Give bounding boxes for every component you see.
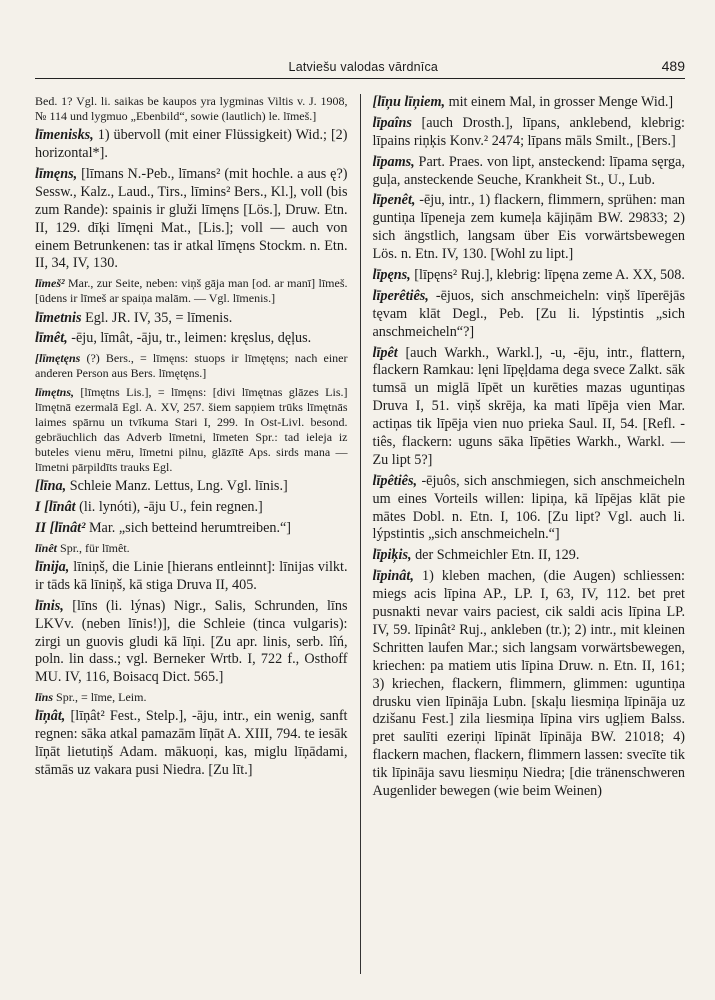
entry-headword: līmęns, xyxy=(35,166,78,182)
entry-definition: -ēju, līmât, -āju, tr., leimen: kręslus, dęļus. xyxy=(67,330,312,347)
entry-headword: līpams, xyxy=(372,153,415,170)
dictionary-entry xyxy=(35,276,348,306)
dictionary-entry xyxy=(35,94,348,124)
entry-definition: [līņât² Fest., Stelp.], -āju, intr., ein wenig, sanft regnen: sāka atkal pamazām līņāt A. XIII, 794. te iesāk līņāt lietutiņš Adam. mākuoņi, kas, miglu līņādami, stāmās uz vakara pusi Niedra. [Zu līt.] xyxy=(35,708,348,779)
dictionary-entry xyxy=(373,288,686,342)
entry-headword: [līņu līņiem, xyxy=(372,94,446,110)
page-number: 489 xyxy=(661,58,685,74)
entry-headword: līns xyxy=(35,690,54,705)
entry-definition: (?) Bers., = līmęns: stuops ir līmętęns; nach einer anderen Person aus Bers. līmętęns.] xyxy=(35,351,348,381)
entry-headword: līmętns, xyxy=(35,384,75,399)
entry-definition: [auch Warkh., Warkl.], -u, -ēju, intr., flattern, flackern Ramkau: lęni līpęļdama dega svece Zalkt. sāk tumsā un miglā līpēt un kurēties mazas uguntiņas Druva I, 51. viņš skrēja, ka mati līpēja vien Mar. actiņas tik līpēja vien nuo prieka Saul. II, 54. [Refl. -tiês, flackern: uguns sāka līpēties Warkh., Warkl. — Zu lipt 5?] xyxy=(372,344,685,468)
dictionary-entry xyxy=(35,559,348,595)
entry-definition: Mar., zur Seite, neben: viņš gāja man [od. ar manī] līmeš. [ūdens ir līmeš ar spaiņa malām. — Vgl. līmenis.] xyxy=(35,276,348,306)
dictionary-entry xyxy=(373,568,686,801)
entry-definition: -ējuos, sich anschmeicheln: viņš līperējās tęvam klāt Degl., Peb. [Zu li. lýpstintis „sich anschmeicheln“?] xyxy=(372,287,685,340)
dictionary-entry xyxy=(35,708,348,780)
entry-definition: Spr., für līmêt. xyxy=(57,540,130,555)
entry-definition: līniņš, die Linie [hierans entleinnt]: līnijas vilkt. ir tāds kā līniņš, kā stiga Druva II, 405. xyxy=(35,559,348,593)
entry-definition: [līns (li. lýnas) Nigr., Salis, Schrunden, līns LKVv. (neben līnis!)], die Schleie (tinca vulgaris): zirgi un guovis gludi kā līņi. [Zu apr. linis, serb. lîń, poln. lin dass.; vgl. Berneker Wrtb. I, 722 f., Osthoff MU. IV, 116, Boisacq Dict. 565.] xyxy=(35,597,348,686)
dictionary-entry xyxy=(35,330,348,348)
dictionary-entry xyxy=(35,520,348,538)
entry-definition: [līmętns Lis.], = līmęns: [divi līmętnas glāzes Lis.] līmętnā ezermalā Egl. A. XV, 257. šiem sapņiem trūks līmętnās laimes spārnu un tvīkuma Stari I, 299. In Ost-Livl. besond. gebräuchlich das Adverb līmetni, līmeten Spr.: tad ieleja iz buteles vienu mēru, līmetni pilnu, glāzītē Aps. sirds mana — līmetni pārpildīts trauks Egl. xyxy=(35,384,348,475)
entry-definition: 1) kleben machen, (die Augen) schliessen: miegs acis līpina AP., LP. I, 63, IV, 112. bet pret pusnakti nevar vairs paciest, cik saldi acis līpina LP. IV, 59. līpinât² Ruj., ankleben (tr.); 2) intr., mit kleinen Schritten laufen Mar.; sich langsam vorwärtsbewegen, kriechen: pa matiem utis līpina Druw. n. Etn. II, 161; 3) kriechen, flackern, flimmern, glimmen: uguntiņa drusku vien līpināja Lubn. [skaļu liesmiņa līpināja uz dzišanu Fest.] zila liesmiņa līpina virs ugļiem Balss. pret saulīti ezeriņi līpināt līpināja BW. 21018; 4) flackern machen, flackern, flimmern lassen: svecīte tik tik līpināja savu liesmiņu Niedra; [die tränenschweren Augenlider bewegen (wie beim Weinen) xyxy=(372,568,685,799)
dictionary-entry xyxy=(373,473,686,545)
dictionary-entry xyxy=(373,154,686,190)
entry-definition: mit einem Mal, in grosser Menge Wid.] xyxy=(445,94,674,110)
entry-headword: līperêtiês, xyxy=(372,287,429,304)
dictionary-entry xyxy=(35,690,348,705)
entry-definition: Egl. JR. IV, 35, = līmenis. xyxy=(81,309,233,326)
entry-definition: der Schmeichler Etn. II, 129. xyxy=(411,547,580,564)
entry-definition: Bed. 1? Vgl. li. saikas be kaupos yra lygminas Viltis v. J. 1908, № 114 und lygmuo „Ebenbild“, sowie (lautlich) le. līmeš.] xyxy=(35,94,348,124)
entry-headword: līnêt xyxy=(35,540,58,555)
dictionary-entry xyxy=(35,166,348,273)
dictionary-entry xyxy=(35,499,348,517)
dictionary-entry xyxy=(373,192,686,264)
dictionary-entry xyxy=(373,94,686,112)
dictionary-entry xyxy=(373,267,686,285)
entry-headword: I [līnât xyxy=(35,499,76,516)
entry-definition: -ējuôs, sich anschmiegen, sich anschmeicheln um eines Vorteils willen: lipiņa, kā līpējas klāt pie mātes Dobl. n. Etn. I, 106. [Zu lipt? Vgl. auch li. lýpstintis „sich anschmeicheln.“] xyxy=(372,472,685,543)
entry-headword: līnija, xyxy=(35,559,70,575)
entry-headword: līpiķis, xyxy=(372,547,412,564)
entry-definition: [līpęns² Ruj.], klebrig: līpęna zeme A. XX, 508. xyxy=(410,267,685,284)
columns xyxy=(35,94,685,974)
entry-headword: [līna, xyxy=(35,478,67,495)
entry-headword: līmeš² xyxy=(35,276,65,291)
dictionary-entry xyxy=(373,345,686,470)
dictionary-entry xyxy=(35,127,348,163)
entry-headword: II [līnât² xyxy=(35,520,86,536)
entry-definition: 1) übervoll (mit einer Flüssigkeit) Wid.; [2) horizontal*]. xyxy=(35,127,348,162)
entry-definition: [līmans N.-Peb., līmans² (mit hochle. a aus ę?) Sessw., Kalz., Laud., Tirs., līmins² Bers., Kl.], voll (bis zum Rande): spainis ir gluži līmęns [Lös.], Druw. Etn. II, 129. dīķi līmęni Mat., [Lis.]; voll — auch von einem Betrunkenen: tas ir atkal līmęns Stockm. n. Etn. II, 34, IV, 130. xyxy=(35,166,348,272)
dictionary-entry xyxy=(35,541,348,556)
entry-headword: līmêt, xyxy=(35,330,68,347)
left-column xyxy=(35,94,360,974)
entry-definition: Schleie Manz. Lettus, Lng. Vgl. līnis.] xyxy=(66,478,288,495)
page-title: Latviešu valodas vārdnīca xyxy=(288,60,439,74)
right-column xyxy=(360,94,686,974)
entry-definition: (li. lynóti), -āju U., fein regnen.] xyxy=(75,499,263,516)
dictionary-entry xyxy=(35,385,348,476)
entry-definition: Spr., = līme, Leim. xyxy=(53,690,147,705)
dictionary-entry xyxy=(373,115,686,151)
dictionary-entry xyxy=(373,547,686,565)
page-header xyxy=(35,58,685,79)
entry-definition: Part. Praes. von lipt, ansteckend: līpama sęrga, guļa, ansteckende Seuche, Krankheit St., U., Lub. xyxy=(372,153,685,188)
entry-headword: līnis, xyxy=(35,597,64,614)
dictionary-entry xyxy=(35,598,348,687)
entry-headword: līmetnis xyxy=(35,309,82,326)
entry-definition: Mar. „sich betteind herumtreiben.“] xyxy=(85,520,292,536)
entry-headword: līpaîns xyxy=(372,114,412,131)
entry-headword: līņât, xyxy=(35,708,66,725)
dictionary-entry xyxy=(35,478,348,496)
entry-headword: līpenêt, xyxy=(372,192,416,209)
entry-headword: līmenisks, xyxy=(35,127,94,144)
dictionary-entry xyxy=(35,310,348,328)
entry-headword: līpęns, xyxy=(372,267,411,284)
entry-headword: līpêtiês, xyxy=(372,472,418,489)
entry-definition: -ēju, intr., 1) flackern, flimmern, sprühen: man guntiņa līpeneja zem kumeļa kājiņām BW. 29833; 2) sich ängstlich, langsam über Eis vorwärtsbewegen Lös. n. Etn. IV, 130. [Wohl zu lipt.] xyxy=(372,192,685,263)
entry-headword: [līmętęns xyxy=(35,351,81,366)
dictionary-entry xyxy=(35,351,348,381)
entry-headword: līpinât, xyxy=(372,568,414,585)
entry-headword: līpêt xyxy=(372,344,398,361)
entry-definition: [auch Drosth.], līpans, anklebend, klebrig: līpains riņķis Konv.² 2474; līpans māls Smilt., [Bers.] xyxy=(372,114,685,149)
